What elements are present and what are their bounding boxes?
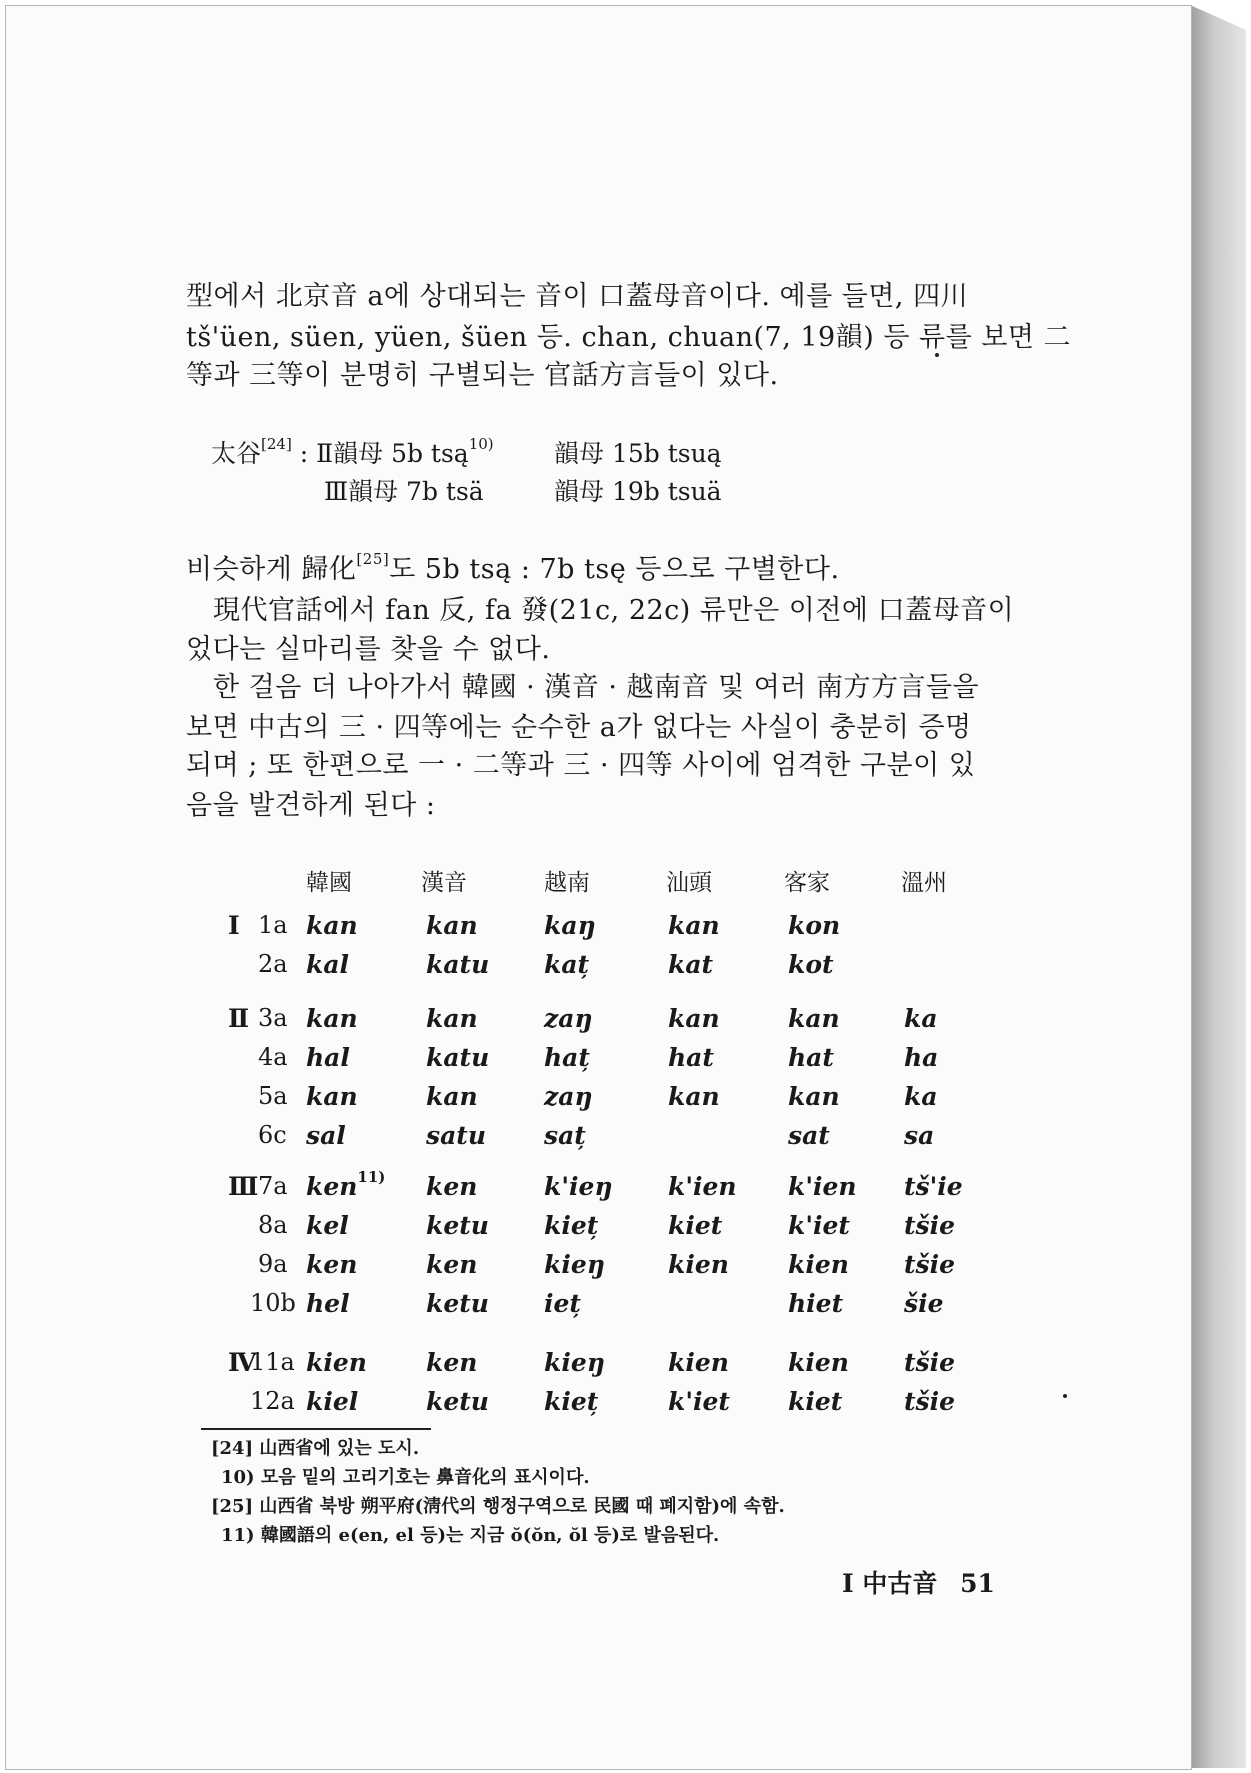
table-cell [426,1213,489,1238]
table-cell-text: kon [788,911,841,940]
table-cell-text: ken [426,1172,478,1201]
table-cell [668,1252,729,1277]
table-cell [306,1084,358,1109]
table-cell-text: hal [306,1043,350,1072]
table-cell [788,1174,857,1199]
row-label: 8a [258,1211,288,1239]
paragraph1-line1: 型에서 北京音 a에 상대되는 音이 口蓋母音이다. 예를 들면, 四川 [186,281,969,312]
paragraph2-line1 [186,550,840,585]
table-cell-text: kal [306,950,350,979]
paragraph2-line2: 現代官話에서 fan 反, fa 發(21c, 22c) 류만은 이전에 口蓋母音이 [213,595,1015,626]
table-cell [426,1252,477,1277]
table-cell-text: kot [788,950,834,979]
table-cell-text: ka [904,1082,938,1111]
table-cell-text: hat [788,1043,834,1072]
paragraph2-line1b: 도 5b tsą : 7b tsę 등으로 구별한다. [389,554,840,585]
taigu-place: 太谷 [211,439,262,468]
table-cell [426,1350,477,1375]
table-cell-text: kien [668,1250,729,1279]
row-label: 12a [250,1387,295,1415]
table-cell-text: ketu [426,1289,489,1318]
table-cell-text: k'iet [668,1387,730,1416]
table-cell [306,913,358,938]
table-cell [904,1006,938,1031]
table-cell [544,1006,593,1031]
table-cell-text: tšie [904,1250,956,1279]
table-cell-text: sat [788,1121,830,1150]
row-label: 7a [258,1172,288,1200]
table-cell-text: ken [426,1250,478,1279]
table-cell [306,1350,367,1375]
table-cell-text: ken [306,1172,358,1201]
group-roman-label: Ⅳ [228,1348,257,1377]
table-cell [788,1291,843,1316]
group-roman-label: Ⅱ [228,1004,250,1033]
table-cell [904,1123,934,1148]
table-cell [306,1213,349,1238]
table-cell-text: kien [788,1250,849,1279]
table-header: 客家 [784,870,830,896]
table-cell-text: kan [788,1082,840,1111]
table-cell-text: kieŋ [544,1250,605,1279]
paragraph2-ref: [25] [356,550,390,568]
table-cell [544,913,596,938]
table-cell-text: haț [544,1043,590,1072]
table-cell [904,1174,963,1199]
table-cell-text: k'ien [788,1172,857,1201]
taigu-row1-left: : Ⅱ韻母 5b tsą [299,439,469,468]
speck [935,353,939,357]
table-cell [306,1123,346,1148]
table-header: 韓國 [306,870,352,896]
table-cell [426,1084,478,1109]
paragraph2-line5: 보면 中古의 三 · 四等에는 순수한 a가 없다는 사실이 충분히 증명 [186,712,972,743]
row-label: 2a [258,950,288,978]
table-cell [904,1252,955,1277]
taigu-row2-left: Ⅲ韻母 7b tsä [324,477,484,506]
table-cell-text: kien [788,1348,849,1377]
table-cell [426,1006,478,1031]
table-cell-text: kieŋ [544,1348,605,1377]
paragraph2-line7: 음을 발견하게 된다 : [186,790,436,821]
table-cell-text: šie [904,1289,944,1318]
table-cell-text: kan [306,1004,358,1033]
footnote-rule [201,1428,431,1430]
book-page [5,5,1192,1770]
table-cell-text: kiet [788,1387,843,1416]
table-cell [904,1213,955,1238]
table-cell-text: kien [668,1348,729,1377]
table-cell [668,1006,720,1031]
table-cell [904,1389,955,1414]
table-cell [788,952,834,977]
table-cell [306,1389,358,1414]
table-cell [668,1213,722,1238]
table-cell-text: katu [426,950,490,979]
row-label: 10b [250,1289,296,1317]
table-cell-text: ken [306,1250,358,1279]
footnote: [25] 山西省 북방 朔平府(淸代의 행정구역으로 民國 때 폐지함)에 속함. [211,1496,785,1517]
table-header: 溫州 [901,870,947,896]
table-cell-text: kien [306,1348,367,1377]
table-cell-text: kan [306,1082,358,1111]
table-cell [306,1006,358,1031]
taigu-row1-sup: 10) [468,435,494,453]
taigu-row1-right: 韻母 15b tsuą [554,439,722,468]
table-cell-text: k'ien [668,1172,737,1201]
table-cell-text: kan [426,1004,478,1033]
table-cell-text: kieț [544,1211,599,1240]
table-cell [426,1291,489,1316]
table-cell-text: ha [904,1043,939,1072]
table-cell-text: tšie [904,1387,956,1416]
table-cell [306,1168,386,1201]
table-cell [788,1084,840,1109]
table-cell-text: kat [668,950,714,979]
paragraph2-line3: 었다는 실마리를 찾을 수 없다. [186,634,551,665]
table-cell-text: kaŋ [544,911,596,940]
table-cell-text: tšie [904,1211,956,1240]
table-cell-text: kan [788,1004,840,1033]
table-cell-text: zaŋ [544,1082,593,1111]
table-cell-text: hat [668,1043,714,1072]
table-cell-text: kan [426,911,478,940]
table-cell-text: kieț [544,1387,599,1416]
table-cell [788,1252,849,1277]
row-label: 11a [250,1348,295,1376]
row-label: 5a [258,1082,288,1110]
table-cell [788,1350,849,1375]
table-cell [544,1123,586,1148]
table-cell [544,1045,590,1070]
table-cell [306,952,349,977]
table-cell [544,1213,598,1238]
group-roman-label: Ⅰ [228,911,240,940]
table-cell-text: hiet [788,1289,844,1318]
paragraph2-line1a: 비슷하게 歸化 [186,554,357,585]
row-label: 6c [258,1121,287,1149]
paragraph1-line3: 等과 三等이 분명히 구별되는 官話方言들이 있다. [186,360,779,391]
paragraph2-line6: 되며 ; 또 한편으로 一 · 二等과 三 · 四等 사이에 엄격한 구분이 있 [186,750,976,781]
table-cell [544,1084,593,1109]
row-label: 1a [258,911,288,939]
table-cell [544,1174,613,1199]
table-cell-text: k'iet [788,1211,850,1240]
table-cell-text: k'ieŋ [544,1172,613,1201]
table-cell-text: kel [306,1211,349,1240]
row-label: 3a [258,1004,288,1032]
footnote: 10) 모음 밑의 고리기호는 鼻音化의 표시이다. [221,1467,590,1488]
table-cell-text: katu [426,1043,490,1072]
table-cell-text: kan [306,911,358,940]
table-cell [544,1350,605,1375]
table-cell [788,1006,840,1031]
table-cell [788,1045,834,1070]
page-edge-shadow [1190,5,1246,1768]
table-cell [306,1252,357,1277]
footnote: 11) 韓國語의 e(en, el 등)는 지금 ŏ(ŏn, ŏl 등)로 발음된다. [221,1525,720,1546]
table-cell [668,1174,737,1199]
table-cell [668,1389,730,1414]
table-header: 越南 [544,870,590,896]
table-header: 漢音 [421,870,467,896]
table-cell-text: sal [306,1121,346,1150]
table-cell [306,1045,350,1070]
paragraph2-line4: 한 걸음 더 나아가서 韓國 · 漢音 · 越南音 및 여러 南方方言들을 [213,672,980,703]
taigu-line1 [211,435,494,468]
table-cell-text: sa [904,1121,935,1150]
table-cell [668,1350,729,1375]
footnote: [24] 山西省에 있는 도시. [211,1438,420,1459]
table-cell-text: ieț [544,1289,581,1318]
table-cell-text: ketu [426,1211,489,1240]
chapter-title: Ⅰ 中古音 [842,1569,938,1598]
table-cell-text: kan [426,1082,478,1111]
table-cell-text: zaŋ [544,1004,593,1033]
row-label: 4a [258,1043,288,1071]
table-cell [544,952,589,977]
table-cell [426,1045,489,1070]
table-cell [788,1389,842,1414]
table-cell [306,1291,350,1316]
table-cell-text: ka [904,1004,938,1033]
table-cell-text: kaț [544,950,590,979]
paragraph1-line2: tš'üen, süen, yüen, šüen 등. chan, chuan(7, 19韻) 등 류를 보면 二 [186,322,1072,353]
table-cell [668,913,720,938]
table-cell [544,1389,598,1414]
table-cell [788,1123,830,1148]
table-cell [544,1291,581,1316]
page-number: 51 [960,1569,995,1598]
table-cell-text: satu [426,1121,486,1150]
table-cell-text: kiet [668,1211,723,1240]
table-cell-text: tš'ie [904,1172,963,1201]
table-cell-text: kan [668,911,720,940]
table-cell-text: kan [668,1082,720,1111]
table-cell [788,1213,850,1238]
table-cell-text: ken [426,1348,478,1377]
table-cell [904,1084,938,1109]
table-cell [426,1389,489,1414]
table-cell-text: tšie [904,1348,956,1377]
page-footer [842,1564,995,1600]
table-cell [544,1252,605,1277]
table-cell [668,1045,714,1070]
table-cell-text: saț [544,1121,586,1150]
table-cell-text: hel [306,1289,350,1318]
table-cell [904,1045,938,1070]
table-cell-text: kiel [306,1387,359,1416]
table-cell-text: ketu [426,1387,489,1416]
table-cell [904,1291,943,1316]
group-roman-label: Ⅲ [228,1172,259,1201]
table-cell-text: kan [668,1004,720,1033]
row-label: 9a [258,1250,288,1278]
taigu-row2-right: 韻母 19b tsuä [554,477,722,506]
table-cell [426,1123,486,1148]
table-cell [426,1174,477,1199]
table-cell [668,952,713,977]
table-cell [904,1350,955,1375]
speck [1063,1394,1067,1398]
table-cell [426,952,489,977]
table-cell [788,913,840,938]
taigu-ref: [24] [261,435,292,453]
table-cell [668,1084,720,1109]
table-cell [426,913,478,938]
table-header: 汕頭 [666,870,712,896]
cell-superscript: 11) [357,1168,386,1186]
